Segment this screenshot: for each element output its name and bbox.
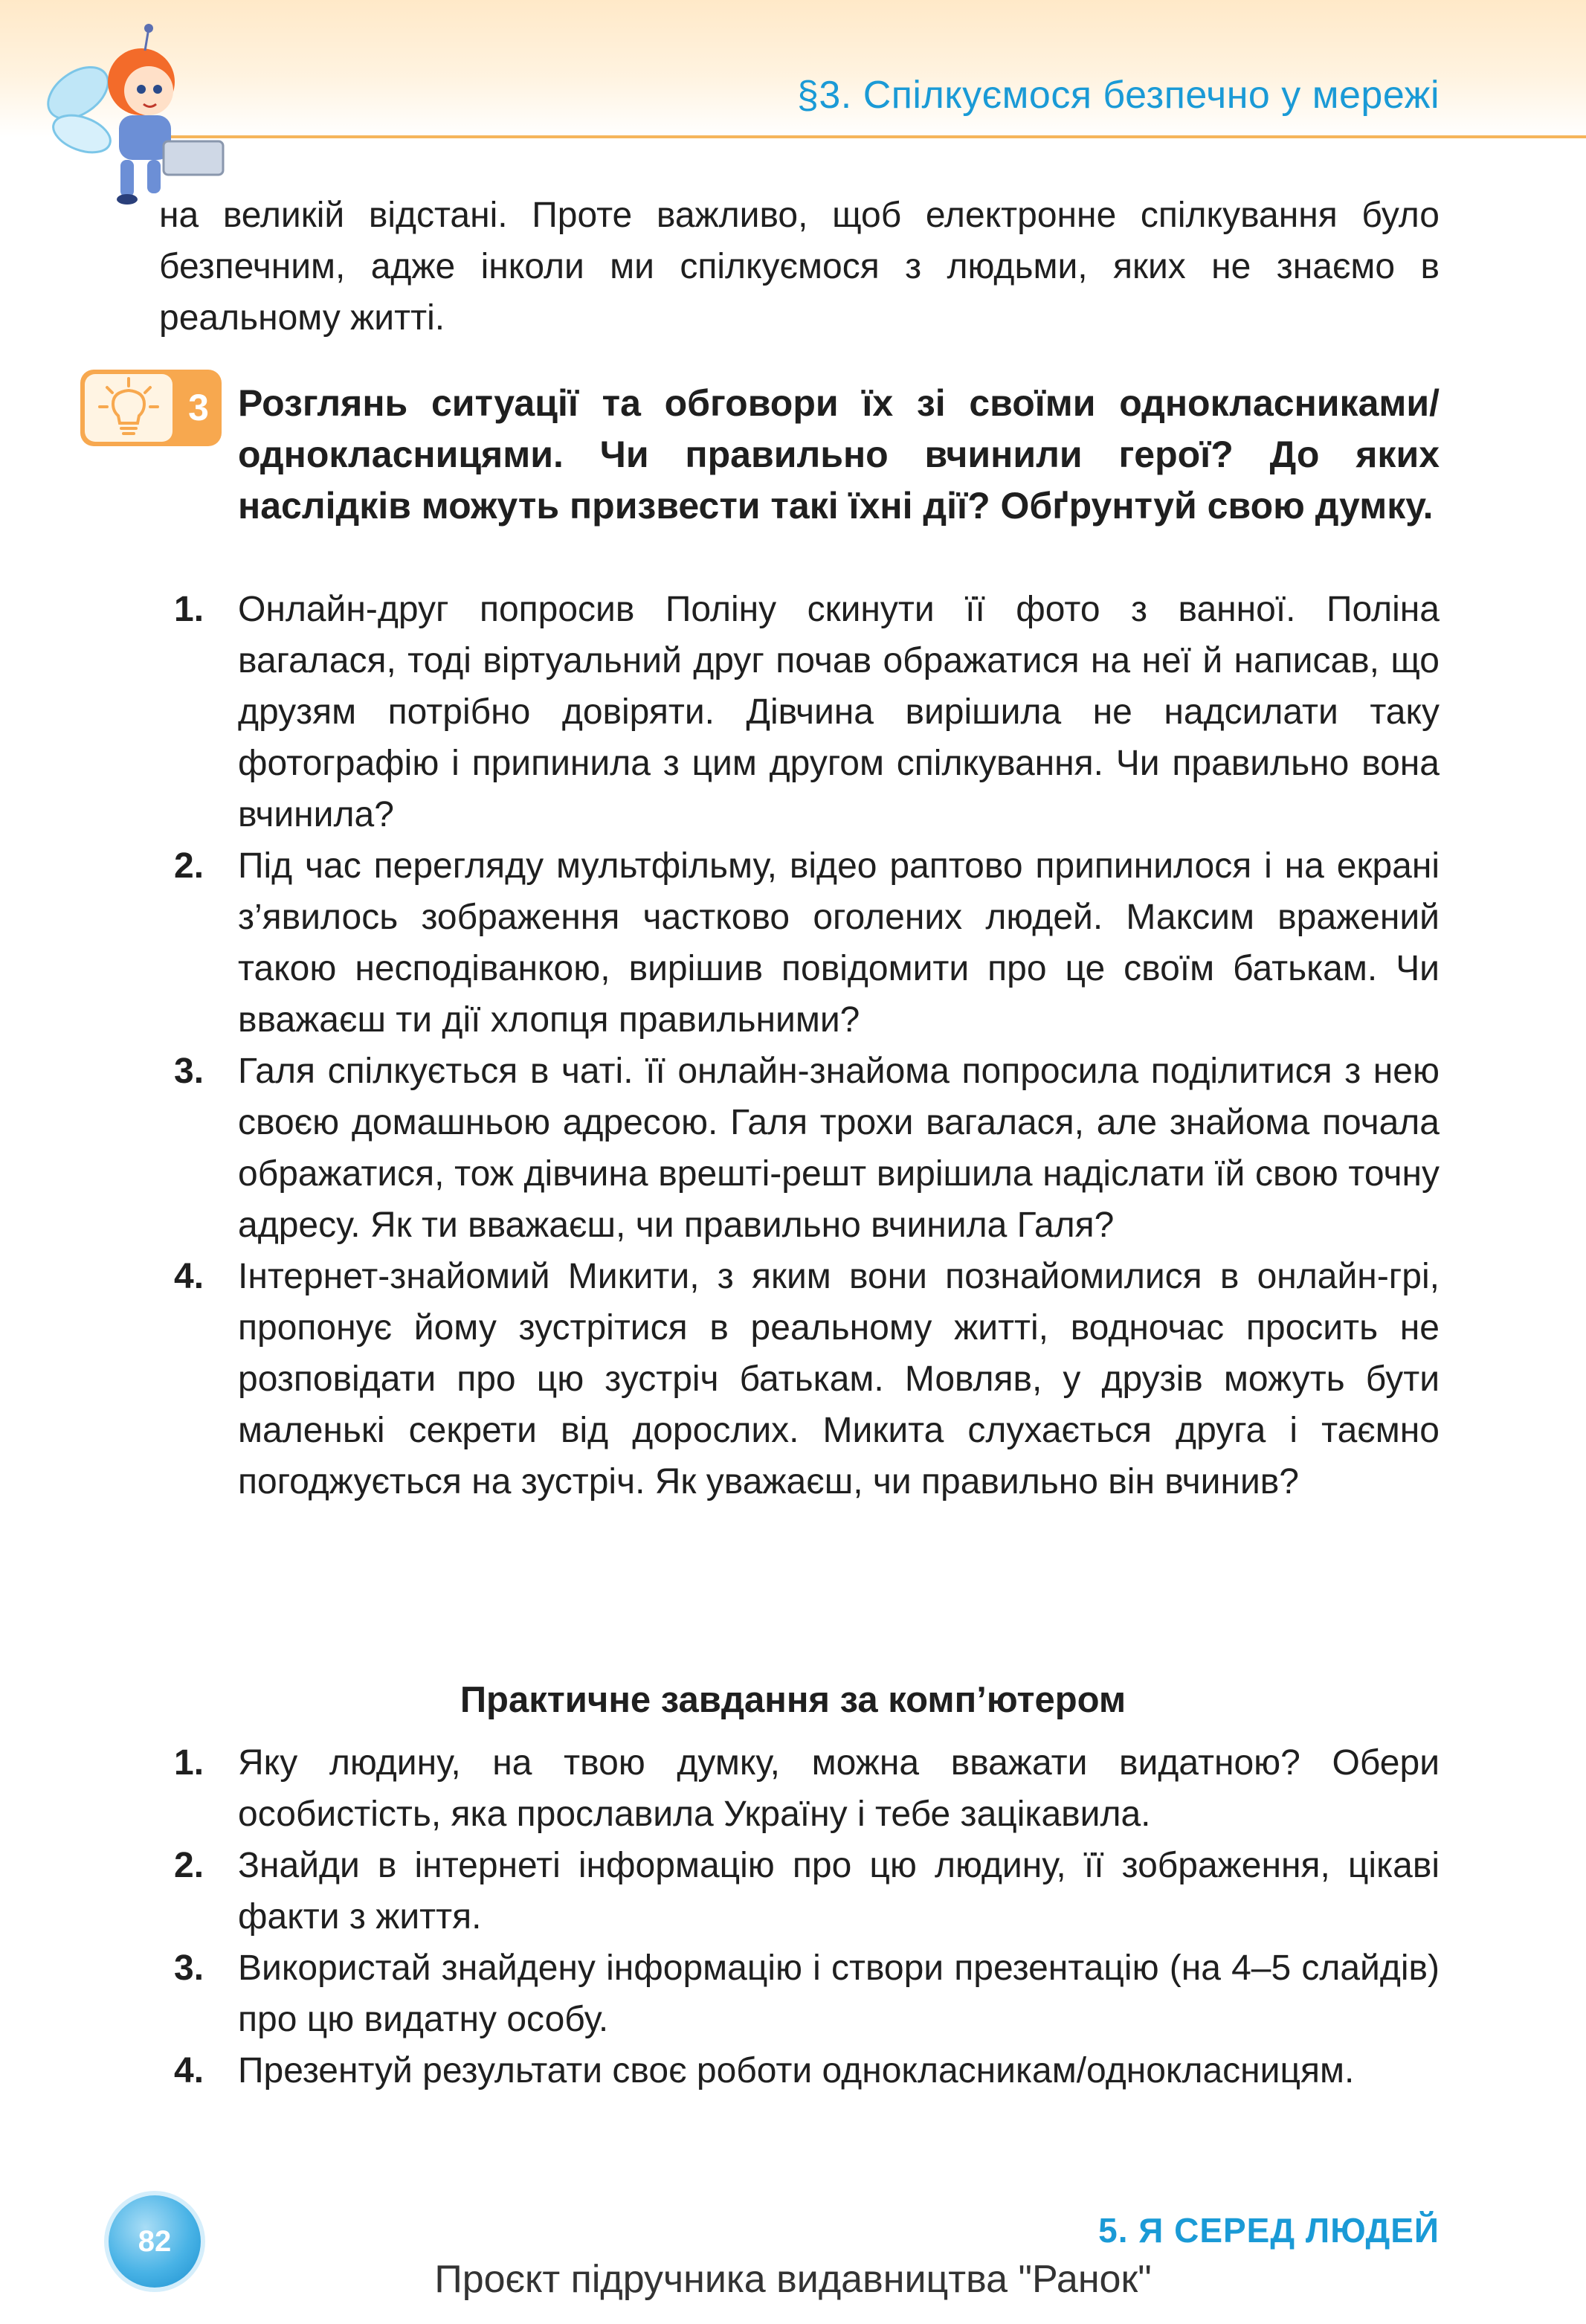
item-text: Яку людину, на твою думку, можна вважати видатною? Обери особистість, яка прославила Україну і тебе зацікавила. (238, 1743, 1440, 1834)
list-item (0, 1737, 1586, 1840)
item-text: Презентуй результати своє роботи однокласникам/однокласницям. (238, 2051, 1355, 2090)
task-title: Розглянь ситуації та обговори їх зі своїми однокласниками/однокласницями. Чи правильно вчинили герої? До яких наслідків можуть призвести такі їхні дії? Обґрунтуй свою думку. (238, 382, 1440, 527)
list-item (0, 1840, 1586, 1942)
list-item (0, 1942, 1586, 2045)
practical-heading: Практичне завдання за комп’ютером (460, 1680, 1126, 1720)
situations-list (0, 584, 1586, 1507)
list-item (0, 840, 1586, 1046)
section-title-footer: 5. Я СЕРЕД ЛЮДЕЙ (1098, 2211, 1440, 2250)
running-head: §3. Спілкуємося безпечно у мережі (796, 74, 1440, 117)
item-number: 3. (174, 1052, 204, 1091)
item-number: 4. (174, 2051, 204, 2090)
item-number: 1. (174, 1743, 204, 1783)
practical-list (0, 1737, 1586, 2096)
item-text: Знайди в інтернеті інформацію про цю людину, її зображення, цікаві факти з життя. (238, 1846, 1440, 1937)
item-number: 1. (174, 590, 204, 629)
task-number: 3 (188, 387, 209, 428)
intro-paragraph: на великій відстані. Проте важливо, щоб електронне спілкування було безпечним, адже інколи ми спілкуємося з людьми, яких не знаємо в реальному житті. (159, 196, 1440, 338)
item-number: 2. (174, 1846, 204, 1885)
item-text: Галя спілкується в чаті. її онлайн-знайома попросила поділитися з нею своєю домашньою адресою. Галя трохи вагалася, але знайома почала ображатися, тож дівчина врешті-решт вирішила надіслати їй свою точну адресу. Як ти вважаєш, чи правильно вчинила Галя? (238, 1052, 1440, 1245)
list-item (0, 2045, 1586, 2096)
page-number: 82 (109, 2195, 201, 2288)
item-number: 4. (174, 1257, 204, 1296)
task-badge (80, 370, 222, 446)
fairy-mascot-illustration (37, 22, 231, 208)
list-item (0, 1251, 1586, 1507)
item-text: Онлайн-друг попросив Поліну скинути її фото з ванної. Поліна вагалася, тоді віртуальний друг почав ображатися на неї й написав, що друзям потрібно довіряти. Дівчина вирішила не надсилати таку фотографію і припинила з цим другом спілкування. Чи правильно вона вчинила? (238, 590, 1440, 834)
publisher-watermark: Проєкт підручника видавництва "Ранок" (434, 2258, 1152, 2301)
item-text: Під час перегляду мультфільму, відео раптово припинилося і на екрані з’явилось зображення частково оголених людей. Максим вражений такою несподіванкою, вирішив повідомити про це своїм батькам. Чи вважаєш ти дії хлопця правильними? (238, 846, 1440, 1040)
header-rule (126, 135, 1586, 138)
lightbulb-icon (85, 374, 173, 442)
item-text: Використай знайдену інформацію і створи презентацію (на 4–5 слайдів) про цю видатну особу. (238, 1948, 1440, 2039)
item-text: Інтернет-знайомий Микити, з яким вони познайомилися в онлайн-грі, пропонує йому зустрітися в реальному житті, водночас просить не розповідати про цю зустріч батькам. Мовляв, у друзів можуть бути маленькі секрети від дорослих. Микита слухається друга і таємно погоджується на зустріч. Як уважаєш, чи правильно він вчинив? (238, 1257, 1440, 1501)
list-item (0, 584, 1586, 840)
item-number: 3. (174, 1948, 204, 1988)
list-item (0, 1046, 1586, 1251)
item-number: 2. (174, 846, 204, 886)
